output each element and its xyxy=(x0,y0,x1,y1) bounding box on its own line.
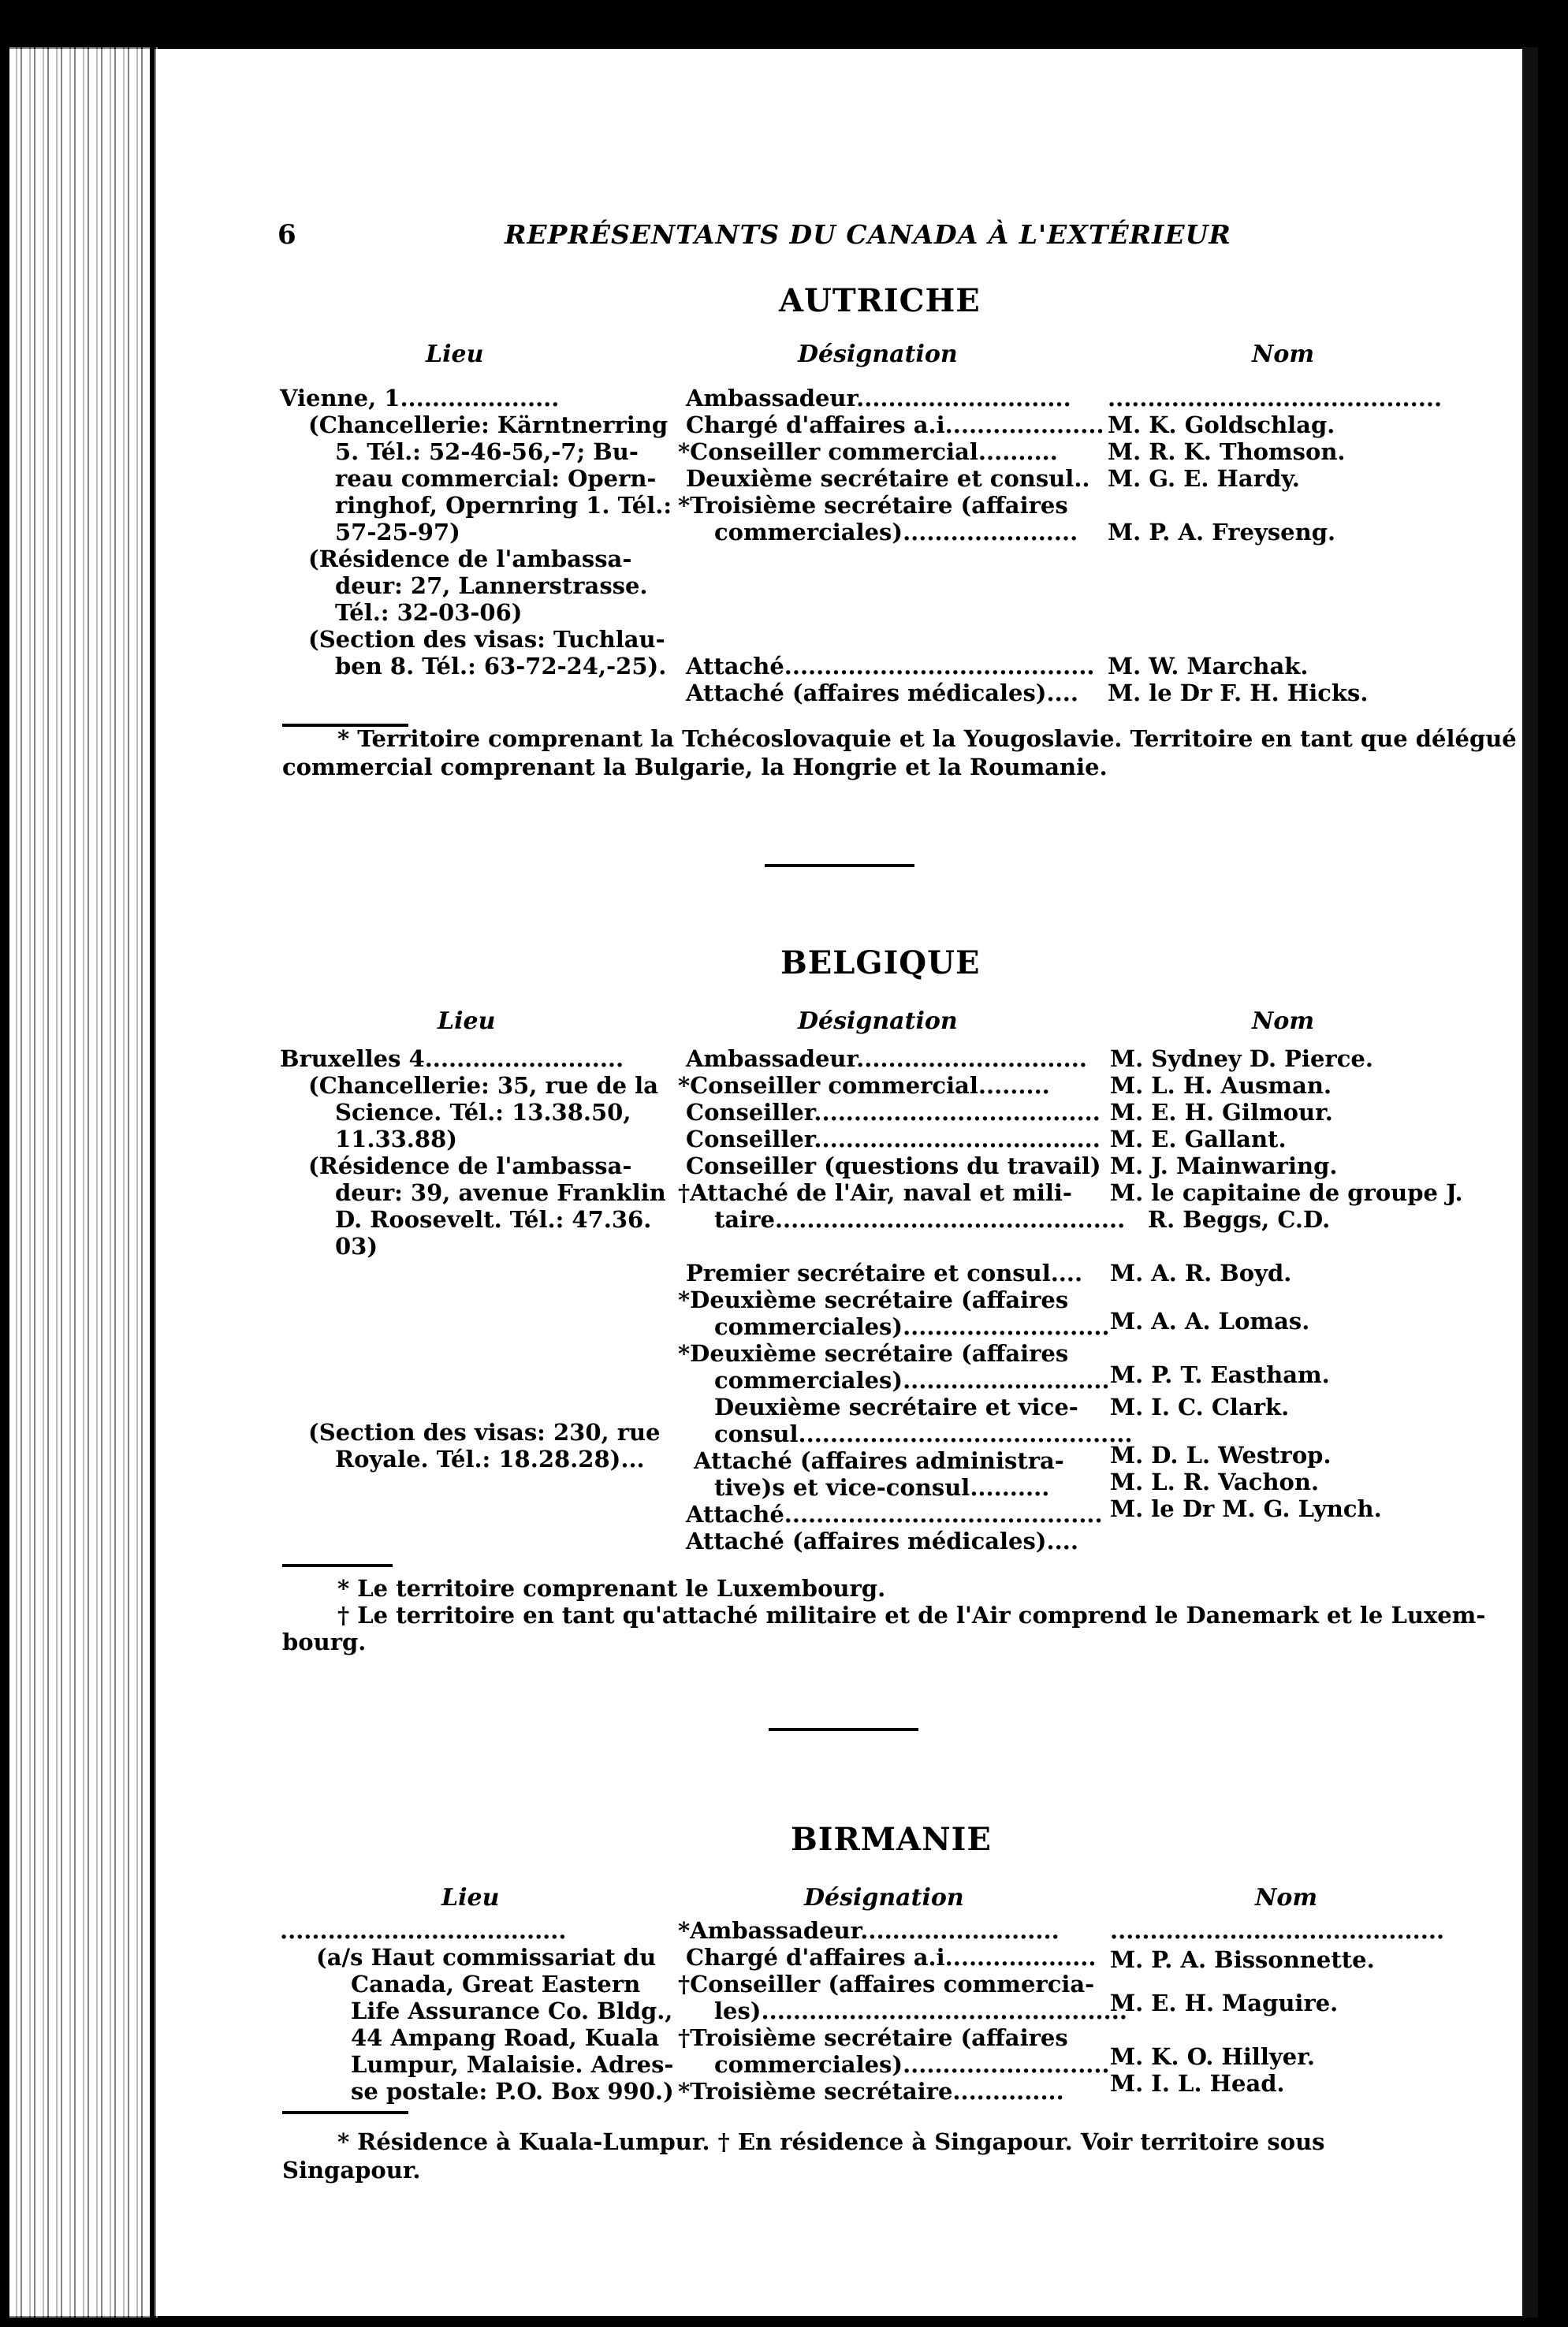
footnote: * Le territoire comprenant le Luxembourg. xyxy=(337,1575,886,1602)
scan-shadow-right xyxy=(1522,47,1538,2318)
column-header-lieu: Lieu xyxy=(426,341,484,368)
designation-line: *Troisième secrétaire.............. xyxy=(678,2078,1064,2105)
designation-line: Attaché....................................... xyxy=(686,653,1095,679)
lieu-line: 57-25-97) xyxy=(335,519,460,545)
lieu-line: Tél.: 32-03-06) xyxy=(335,599,523,626)
designation-line: les).............................................. xyxy=(714,1997,1127,2024)
designation-line: *Conseiller commercial.......... xyxy=(678,438,1058,465)
lieu-line: (Résidence de l'ambassa- xyxy=(308,545,632,572)
designation-line: Attaché (affaires administra- xyxy=(694,1447,1064,1474)
lieu-line: .................................... xyxy=(280,1917,567,1944)
scan-border-bottom xyxy=(0,2316,1568,2327)
nom-line: M. A. R. Boyd. xyxy=(1110,1260,1292,1286)
designation-line: *Troisième secrétaire (affaires xyxy=(678,492,1068,519)
lieu-line: Canada, Great Eastern xyxy=(351,1971,641,1997)
nom-line: M. A. A. Lomas. xyxy=(1110,1308,1310,1335)
binding-edge xyxy=(0,47,9,2318)
designation-line: Chargé d'affaires a.i.................... xyxy=(686,411,1104,438)
lieu-line: (Section des visas: Tuchlau- xyxy=(308,626,665,653)
nom-line: M. P. T. Eastham. xyxy=(1110,1361,1330,1389)
binding-line xyxy=(150,47,155,2318)
section-title: BELGIQUE xyxy=(780,944,981,981)
designation-line: Ambassadeur........................... xyxy=(686,385,1071,411)
nom-line: M. le capitaine de groupe J. xyxy=(1110,1179,1463,1206)
nom-line: M. L. H. Ausman. xyxy=(1110,1072,1332,1099)
nom-line: M. E. H. Gilmour. xyxy=(1110,1099,1333,1126)
designation-line: consul.......................................... xyxy=(714,1420,1133,1447)
designation-line: Attaché (affaires médicales).... xyxy=(686,679,1078,706)
lieu-line: reau commercial: Opern- xyxy=(335,465,657,492)
designation-line: commerciales).......................... xyxy=(714,2051,1110,2078)
scan-border-right xyxy=(1538,0,1568,2327)
nom-line: M. R. K. Thomson. xyxy=(1108,438,1346,465)
nom-line: M. le Dr M. G. Lynch. xyxy=(1110,1495,1382,1523)
nom-line: M. K. O. Hillyer. xyxy=(1110,2042,1315,2070)
column-header-lieu: Lieu xyxy=(438,1007,496,1035)
nom-line: M. Sydney D. Pierce. xyxy=(1110,1045,1373,1072)
nom-line: M. E. H. Maguire. xyxy=(1110,1989,1339,2016)
lieu-line: Vienne, 1.................... xyxy=(280,385,560,411)
designation-line: Ambassadeur............................. xyxy=(686,1045,1087,1072)
designation-line: Premier secrétaire et consul.... xyxy=(686,1260,1083,1286)
section-title: BIRMANIE xyxy=(791,1821,992,1858)
lieu-line: ringhof, Opernring 1. Tél.: xyxy=(335,492,672,519)
running-head: REPRÉSENTANTS DU CANADA À L'EXTÉRIEUR xyxy=(505,219,1231,250)
footnote: Singapour. xyxy=(282,2157,421,2184)
designation-line: *Deuxième secrétaire (affaires xyxy=(678,1340,1069,1367)
lieu-line: Bruxelles 4......................... xyxy=(280,1045,624,1072)
footnote-rule xyxy=(282,2111,408,2114)
section-divider xyxy=(765,864,914,867)
footnote: * Territoire comprenant la Tchécoslovaquie et la Yougoslavie. Territoire en tant que délégué xyxy=(337,725,1517,752)
nom-line: M. K. Goldschlag. xyxy=(1108,411,1335,438)
lieu-line: 44 Ampang Road, Kuala xyxy=(351,2024,660,2051)
scan-border-top xyxy=(0,0,1568,49)
column-header-nom: Nom xyxy=(1255,1884,1318,1912)
lieu-line: 5. Tél.: 52-46-56,-7; Bu- xyxy=(335,438,639,465)
lieu-line: D. Roosevelt. Tél.: 47.36. xyxy=(335,1206,652,1233)
lieu-line: deur: 39, avenue Franklin xyxy=(335,1179,666,1206)
designation-line: *Deuxième secrétaire (affaires xyxy=(678,1286,1069,1313)
lieu-line: 11.33.88) xyxy=(335,1126,457,1152)
nom-line: M. E. Gallant. xyxy=(1110,1126,1287,1152)
lieu-line: deur: 27, Lannerstrasse. xyxy=(335,572,648,599)
section-title: AUTRICHE xyxy=(779,282,981,319)
designation-line: †Attaché de l'Air, naval et mili- xyxy=(678,1179,1072,1206)
nom-line: M. W. Marchak. xyxy=(1108,653,1309,679)
designation-line: taire............................................ xyxy=(714,1206,1126,1233)
nom-line: .......................................... xyxy=(1110,1917,1445,1944)
nom-line: M. le Dr F. H. Hicks. xyxy=(1108,679,1369,706)
footnote: * Résidence à Kuala-Lumpur. † En résidence à Singapour. Voir territoire sous xyxy=(337,2128,1325,2155)
footnote: bourg. xyxy=(282,1629,367,1655)
page-number: 6 xyxy=(277,219,296,251)
lieu-line: Royale. Tél.: 18.28.28)... xyxy=(335,1446,645,1473)
designation-line: commerciales)...................... xyxy=(714,519,1078,545)
lieu-line: se postale: P.O. Box 990.) xyxy=(351,2078,674,2105)
designation-line: Conseiller.................................... xyxy=(686,1099,1101,1126)
nom-line: M. L. R. Vachon. xyxy=(1110,1469,1320,1496)
column-header-lieu: Lieu xyxy=(441,1884,500,1912)
designation-line: Conseiller (questions du travail) xyxy=(686,1152,1101,1179)
nom-line: M. I. L. Head. xyxy=(1110,2069,1285,2097)
column-header-designation: Désignation xyxy=(798,341,958,368)
lieu-line: (a/s Haut commissariat du xyxy=(316,1944,657,1971)
designation-line: Chargé d'affaires a.i................... xyxy=(686,1944,1097,1971)
nom-line: M. I. C. Clark. xyxy=(1110,1394,1290,1420)
nom-line: .......................................... xyxy=(1108,385,1443,411)
lieu-line: Science. Tél.: 13.38.50, xyxy=(335,1099,631,1126)
designation-line: †Conseiller (affaires commercia- xyxy=(678,1971,1095,1997)
lieu-line: Lumpur, Malaisie. Adres- xyxy=(351,2051,674,2078)
nom-line: M. P. A. Freyseng. xyxy=(1108,519,1336,545)
column-header-designation: Désignation xyxy=(798,1007,958,1035)
designation-line: †Troisième secrétaire (affaires xyxy=(678,2024,1068,2051)
nom-line: M. D. L. Westrop. xyxy=(1110,1442,1331,1469)
nom-line: M. P. A. Bissonnette. xyxy=(1110,1946,1375,1974)
footnote: commercial comprenant la Bulgarie, la Hongrie et la Roumanie. xyxy=(282,754,1108,780)
lieu-line: Life Assurance Co. Bldg., xyxy=(351,1997,673,2024)
designation-line: Conseiller.................................... xyxy=(686,1126,1101,1152)
designation-line: *Ambassadeur......................... xyxy=(678,1917,1060,1944)
lieu-line: (Chancellerie: 35, rue de la xyxy=(308,1072,658,1099)
lieu-line: ben 8. Tél.: 63-72-24,-25). xyxy=(335,653,667,679)
designation-line: Deuxième secrétaire et consul.. xyxy=(686,465,1090,492)
designation-line: commerciales).......................... xyxy=(714,1313,1110,1340)
section-divider xyxy=(769,1728,918,1731)
designation-line: commerciales).......................... xyxy=(714,1367,1110,1394)
lieu-line: (Chancellerie: Kärntnerring xyxy=(308,411,669,438)
column-header-nom: Nom xyxy=(1252,341,1315,368)
column-header-nom: Nom xyxy=(1252,1007,1315,1035)
designation-line: tive)s et vice-consul.......... xyxy=(714,1474,1050,1501)
nom-line: M. J. Mainwaring. xyxy=(1110,1152,1338,1179)
footnote: † Le territoire en tant qu'attaché militaire et de l'Air comprend le Danemark et le Luxem- xyxy=(337,1602,1486,1629)
nom-line: R. Beggs, C.D. xyxy=(1148,1206,1331,1233)
lieu-line: (Section des visas: 230, rue xyxy=(308,1419,661,1446)
lieu-line: 03) xyxy=(335,1233,378,1260)
footnote-rule xyxy=(282,1564,393,1567)
designation-line: Attaché........................................ xyxy=(686,1501,1103,1528)
designation-line: Deuxième secrétaire et vice- xyxy=(714,1394,1078,1420)
designation-line: *Conseiller commercial......... xyxy=(678,1072,1050,1099)
lieu-line: (Résidence de l'ambassa- xyxy=(308,1152,632,1179)
designation-line: Attaché (affaires médicales).... xyxy=(686,1528,1078,1554)
binding-gutter xyxy=(0,47,158,2318)
column-header-designation: Désignation xyxy=(804,1884,964,1912)
nom-line: M. G. E. Hardy. xyxy=(1108,465,1300,492)
